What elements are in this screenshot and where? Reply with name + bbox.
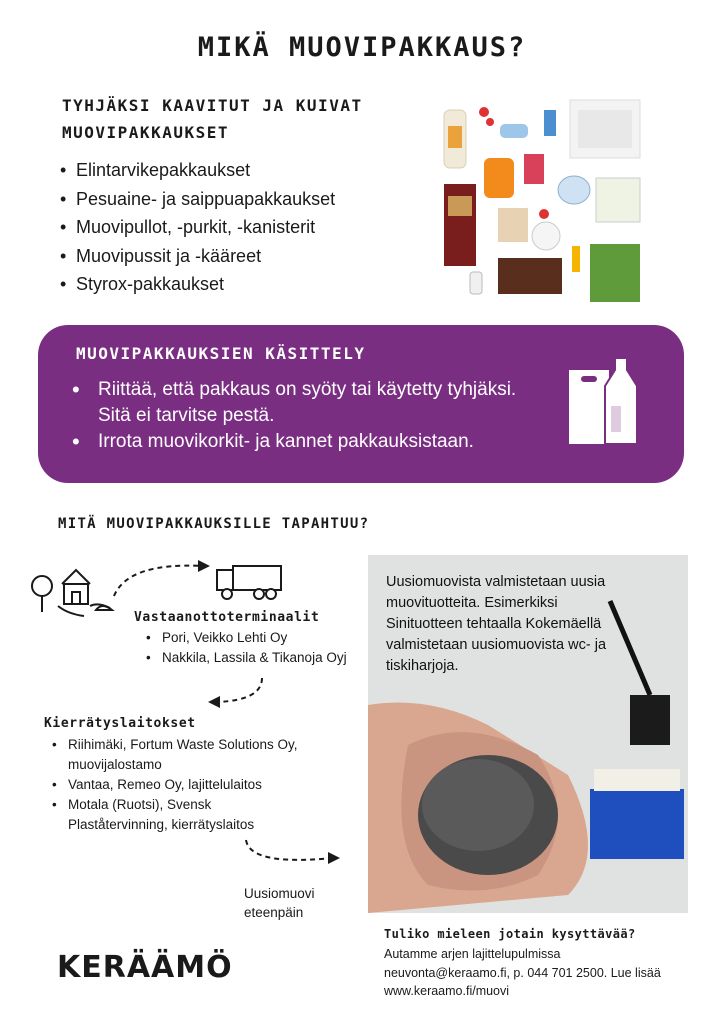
list-item: • Styrox-pakkaukset [60, 270, 335, 299]
arrow-icon [200, 676, 270, 710]
section-heading-line1: TYHJÄKSI KAAVITUT JA KUIVAT [62, 96, 363, 115]
list-item: • Vantaa, Remeo Oy, lajittelulaitos [52, 775, 302, 795]
contact-website-link[interactable]: www.keraamo.fi/muovi [384, 984, 510, 998]
contact-info [384, 945, 704, 1001]
truck-icon [215, 562, 285, 602]
packaging-types-list [60, 156, 335, 299]
arrow-icon [108, 552, 218, 602]
handling-list [72, 377, 552, 455]
contact-email-phone[interactable]: neuvonta@keraamo.fi, p. 044 701 2500. Lue lisää [384, 965, 661, 980]
onward-label: Uusiomuovi eteenpäin [244, 886, 315, 920]
contact-heading: Tuliko mieleen jotain kysyttävää? [384, 927, 636, 941]
house-icon [28, 562, 118, 620]
list-item: • Motala (Ruotsi), Svensk Plaståtervinning, kierrätyslaitos [52, 795, 302, 835]
list-item: • Riihimäki, Fortum Waste Solutions Oy, muovijalostamo [52, 735, 302, 775]
bag-and-bottle-icon [565, 356, 651, 448]
list-item: • Muovipullot, -purkit, -kanisterit [60, 213, 335, 242]
packaging-collage-image [440, 96, 666, 308]
arrow-icon [240, 836, 350, 876]
plants-heading: Kierrätyslaitokset [44, 716, 196, 731]
plants-list [52, 735, 302, 835]
contact-line: Autamme arjen lajittelupulmissa [384, 947, 561, 961]
terminals-list [146, 628, 347, 668]
page-title: MIKÄ MUOVIPAKKAUS? [197, 32, 527, 63]
flow-heading: MITÄ MUOVIPAKKAUKSILLE TAPAHTUU? [58, 516, 370, 532]
list-item: • Pesuaine- ja saippuapakkaukset [60, 185, 335, 214]
photo-caption: Uusiomuovista valmistetaan uusia muovituotteita. Esimerkiksi Sinituotteen tehtaalla Kokemäellä valmistetaan uusiomuovista wc- ja tiskiharjoja. [386, 574, 607, 674]
list-item: • Muovipussit ja -kääreet [60, 242, 335, 271]
list-item: • Irrota muovikorkit- ja kannet pakkauksistaan. [72, 429, 552, 455]
list-item: • Pori, Veikko Lehti Oy [146, 628, 347, 648]
list-item: • Nakkila, Lassila & Tikanoja Oyj [146, 648, 347, 668]
handling-heading: MUOVIPAKKAUKSIEN KÄSITTELY [76, 344, 366, 363]
terminals-heading: Vastaanottoterminaalit [134, 610, 320, 625]
list-item: • Elintarvikepakkaukset [60, 156, 335, 185]
list-item: • Riittää, että pakkaus on syöty tai käytetty tyhjäksi. Sitä ei tarvitse pestä. [72, 377, 552, 429]
keraamo-logo: KERÄÄMÖ [57, 950, 233, 985]
section-heading-line2: MUOVIPAKKAUKSET [62, 123, 229, 142]
section-heading [62, 92, 363, 146]
